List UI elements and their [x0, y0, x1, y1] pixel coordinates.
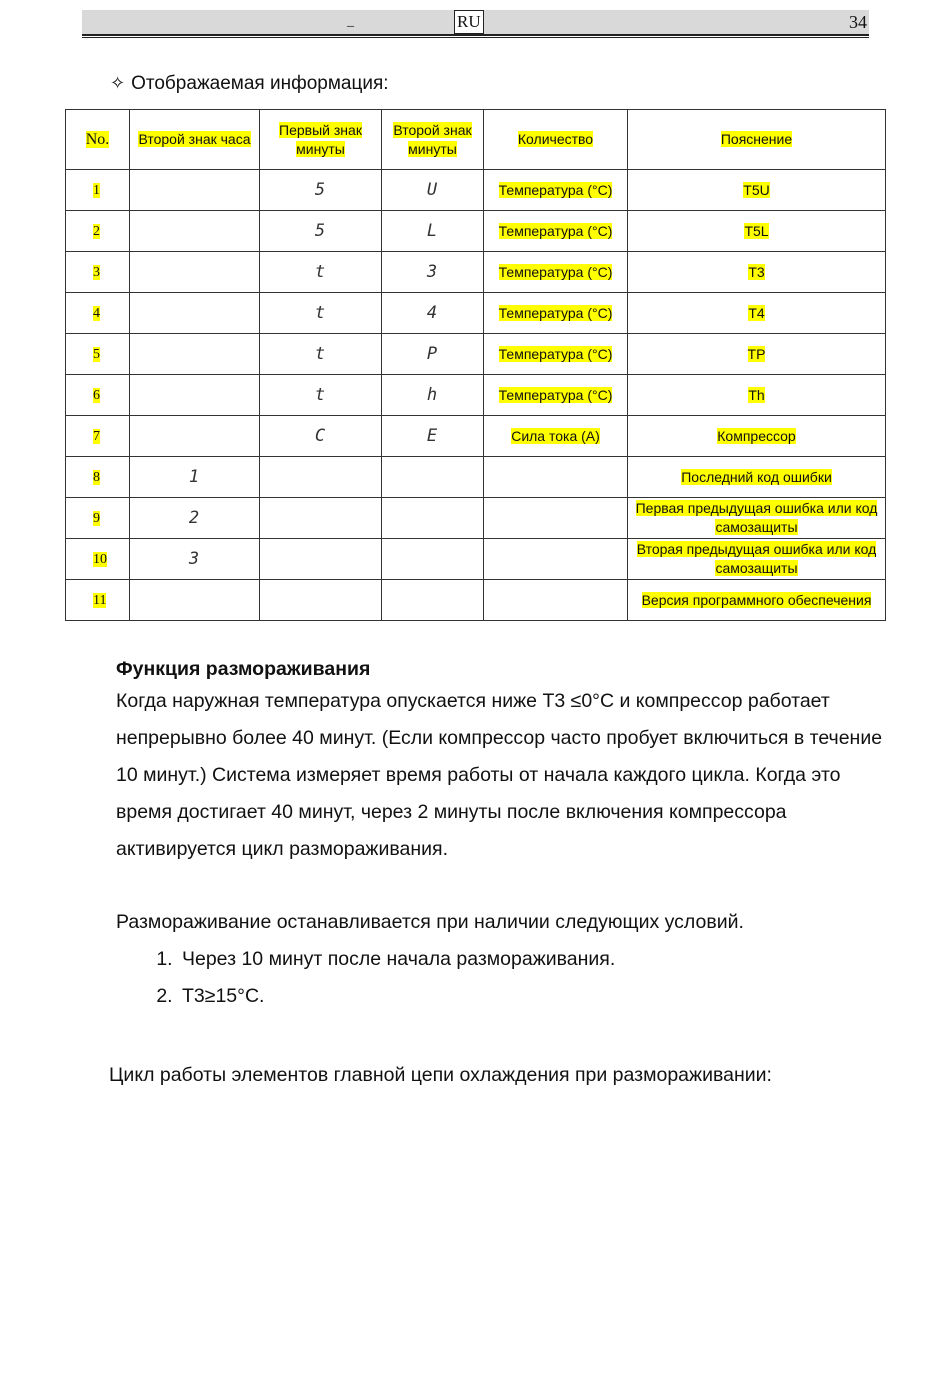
table-row — [66, 539, 886, 580]
hour-digit-cell — [130, 252, 260, 293]
row-number: 1 — [66, 170, 130, 211]
explanation-cell: T5L — [628, 211, 886, 252]
minute-digit-2-cell: h — [382, 375, 484, 416]
minute-digit-2-cell — [382, 580, 484, 621]
list-item: 1. Через 10 минут после начала размораживания. — [178, 941, 886, 978]
quantity-cell — [484, 498, 628, 539]
hour-digit-cell: 2 — [130, 498, 260, 539]
quantity-cell: Температура (°C) — [484, 170, 628, 211]
minute-digit-2-cell: U — [382, 170, 484, 211]
table-row — [66, 334, 886, 375]
row-number: 8 — [66, 457, 130, 498]
header-hour-digit: Второй знак часа — [130, 110, 260, 170]
explanation-cell: Последний код ошибки — [628, 457, 886, 498]
minute-digit-2-cell — [382, 457, 484, 498]
section-title: Функция размораживания — [116, 658, 371, 680]
table-row — [66, 211, 886, 252]
minute-digit-1-cell — [260, 498, 382, 539]
minute-digit-2-cell: 3 — [382, 252, 484, 293]
quantity-cell — [484, 539, 628, 580]
table-row — [66, 170, 886, 211]
table-header-row — [66, 110, 886, 170]
intro-line — [110, 73, 389, 95]
stop-conditions-intro: Размораживание останавливается при наличии следующих условий. — [116, 911, 744, 933]
minute-digit-2-cell: E — [382, 416, 484, 457]
defrost-paragraph: Когда наружная температура опускается ниже T3 ≤0°C и компрессор работает непрерывно более 40 минут. (Если компрессор часто пробует включиться в течение 10 минут.) Система измеряет время работы от начала каждого цикла. Когда это время достигает 40 минут, через 2 минуты после включения компрессора активируется цикл размораживания. — [116, 690, 883, 860]
header-minute-digit-2: Второй знак минуты — [382, 110, 484, 170]
language-badge: RU — [454, 10, 484, 34]
table-row — [66, 375, 886, 416]
explanation-cell: TP — [628, 334, 886, 375]
row-number: 5 — [66, 334, 130, 375]
minute-digit-1-cell: t — [260, 252, 382, 293]
row-number: 3 — [66, 252, 130, 293]
minute-digit-1-cell — [260, 539, 382, 580]
page-number: 34 — [849, 12, 867, 32]
table-row — [66, 498, 886, 539]
minute-digit-1-cell: 5 — [260, 211, 382, 252]
minute-digit-2-cell: P — [382, 334, 484, 375]
header-explanation: Пояснение — [628, 110, 886, 170]
quantity-cell: Температура (°C) — [484, 293, 628, 334]
hour-digit-cell — [130, 293, 260, 334]
page-header — [82, 10, 869, 36]
hour-digit-cell — [130, 375, 260, 416]
minute-digit-1-cell — [260, 457, 382, 498]
explanation-cell: T3 — [628, 252, 886, 293]
table-row — [66, 252, 886, 293]
table-row — [66, 457, 886, 498]
minute-digit-1-cell: t — [260, 334, 382, 375]
explanation-cell: Th — [628, 375, 886, 416]
table-row — [66, 580, 886, 621]
defrost-section — [116, 656, 886, 1015]
hour-digit-cell — [130, 416, 260, 457]
hour-digit-cell: 3 — [130, 539, 260, 580]
row-number: 10 — [66, 539, 130, 580]
quantity-cell: Температура (°C) — [484, 252, 628, 293]
row-number: 11 — [66, 580, 130, 621]
list-item: 2. T3≥15°C. — [178, 978, 886, 1015]
explanation-cell: Версия программного обеспечения — [628, 580, 886, 621]
quantity-cell — [484, 457, 628, 498]
minute-digit-1-cell: t — [260, 293, 382, 334]
intro-text: Отображаемая информация: — [131, 73, 389, 94]
header-quantity: Количество — [484, 110, 628, 170]
table-row — [66, 416, 886, 457]
header-dash: _ — [347, 14, 354, 29]
minute-digit-1-cell: t — [260, 375, 382, 416]
hour-digit-cell — [130, 334, 260, 375]
hour-digit-cell — [130, 211, 260, 252]
table-row — [66, 293, 886, 334]
quantity-cell — [484, 580, 628, 621]
minute-digit-1-cell — [260, 580, 382, 621]
row-number: 6 — [66, 375, 130, 416]
explanation-cell: T4 — [628, 293, 886, 334]
hour-digit-cell — [130, 170, 260, 211]
sparkle-bullet-icon: ✧ — [110, 73, 126, 93]
stop-conditions-list — [116, 941, 886, 1015]
explanation-cell: Компрессор — [628, 416, 886, 457]
quantity-cell: Температура (°C) — [484, 334, 628, 375]
quantity-cell: Сила тока (А) — [484, 416, 628, 457]
quantity-cell: Температура (°C) — [484, 211, 628, 252]
header-rule — [82, 37, 869, 38]
hour-digit-cell — [130, 580, 260, 621]
hour-digit-cell: 1 — [130, 457, 260, 498]
minute-digit-2-cell: 4 — [382, 293, 484, 334]
header-minute-digit-1: Первый знак минуты — [260, 110, 382, 170]
minute-digit-1-cell: 5 — [260, 170, 382, 211]
minute-digit-2-cell: L — [382, 211, 484, 252]
minute-digit-2-cell — [382, 539, 484, 580]
minute-digit-1-cell: C — [260, 416, 382, 457]
row-number: 9 — [66, 498, 130, 539]
header-no: No. — [66, 110, 130, 170]
minute-digit-2-cell — [382, 498, 484, 539]
explanation-cell: T5U — [628, 170, 886, 211]
row-number: 2 — [66, 211, 130, 252]
explanation-cell: Вторая предыдущая ошибка или код самозащиты — [628, 539, 886, 580]
closing-line: Цикл работы элементов главной цепи охлаждения при размораживании: — [109, 1064, 772, 1086]
row-number: 7 — [66, 416, 130, 457]
display-info-table — [65, 109, 886, 621]
quantity-cell: Температура (°C) — [484, 375, 628, 416]
explanation-cell: Первая предыдущая ошибка или код самозащиты — [628, 498, 886, 539]
row-number: 4 — [66, 293, 130, 334]
